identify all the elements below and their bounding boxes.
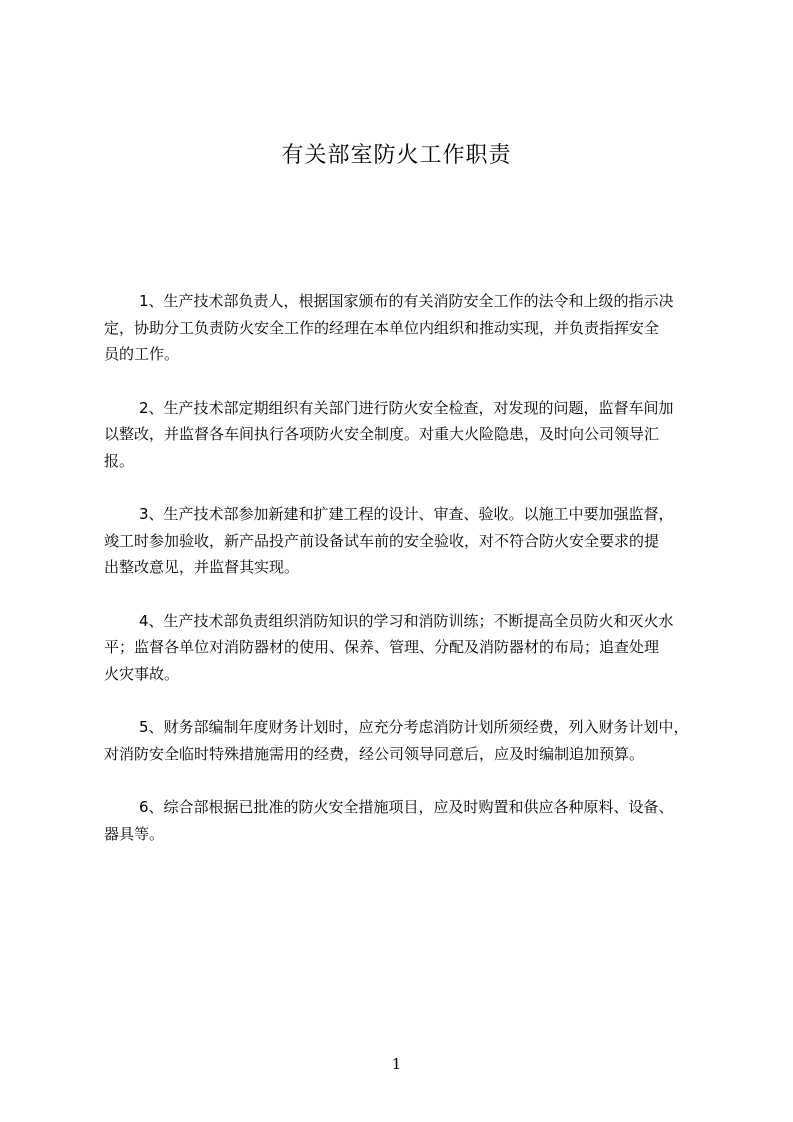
- paragraph-line: 以整改，并监督各车间执行各项防火安全制度。对重大火险隐患，及时向公司领导汇: [104, 425, 660, 443]
- paragraph-line: 1、生产技术部负责人，根据国家颁布的有关消防安全工作的法令和上级的指示决: [139, 292, 674, 310]
- paragraph-4: [104, 608, 710, 688]
- paragraph-2: [104, 395, 710, 475]
- paragraph-line: 4、生产技术部负责组织消防知识的学习和消防训练；不断提高全员防火和灭火水: [139, 611, 674, 630]
- paragraph-line: 报。: [104, 451, 135, 470]
- document-title: 有关部室防火工作职责: [281, 143, 512, 168]
- paragraph-line: 竣工时参加验收，新产品投产前设备试车前的安全验收，对不符合防火安全要求的提: [104, 531, 660, 550]
- document-body: [104, 288, 710, 874]
- paragraph-3: [104, 501, 710, 581]
- paragraph-line: 火灾事故。: [104, 664, 180, 683]
- paragraph-5: [104, 714, 710, 767]
- paragraph-line: 平；监督各单位对消防器材的使用、保养、管理、分配及消防器材的布局；追查处理: [104, 638, 660, 656]
- paragraph-line: 员的工作。: [104, 345, 180, 363]
- paragraph-line: 出整改意见，并监督其实现。: [104, 558, 300, 576]
- paragraph-1: [104, 288, 710, 368]
- page-number: 1: [391, 1055, 402, 1073]
- paragraph-line: 5、财务部编制年度财务计划时，应充分考虑消防计划所须经费，列入财务计划中，: [139, 718, 689, 736]
- paragraph-line: 定，协助分工负责防火安全工作的经理在本单位内组织和推动实现，并负责指挥安全: [104, 318, 660, 337]
- paragraph-line: 3、生产技术部参加新建和扩建工程的设计、审查、验收。以施工中要加强监督，: [139, 505, 674, 523]
- paragraph-line: 6、综合部根据已批准的防火安全措施项目，应及时购置和供应各种原料、设备、: [139, 798, 674, 816]
- paragraph-line: 对消防安全临时特殊措施需用的经费，经公司领导同意后，应及时编制追加预算。: [104, 744, 645, 763]
- paragraph-line: 2、生产技术部定期组织有关部门进行防火安全检查，对发现的问题，监督车间加: [139, 398, 674, 417]
- paragraph-line: 器具等。: [104, 824, 165, 843]
- paragraph-6: [104, 794, 710, 847]
